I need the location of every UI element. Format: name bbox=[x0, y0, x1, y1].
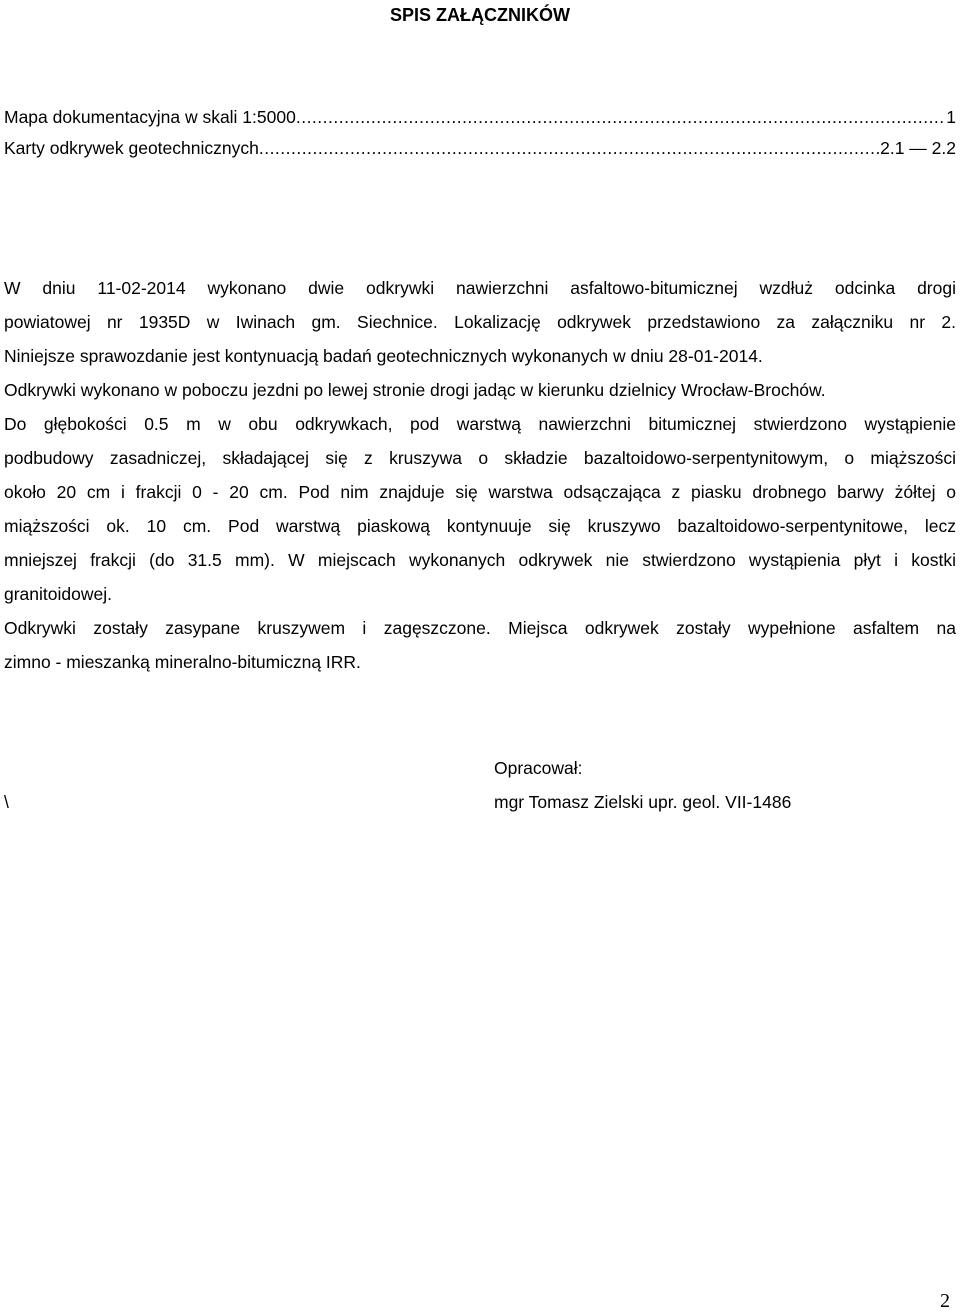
toc-entry-page: 2.1 — 2.2 bbox=[880, 138, 956, 158]
body-line: podbudowy zasadniczej, składającej się z kruszywa o składzie bazaltoidowo-serpentynitowym, o miąższości bbox=[4, 448, 956, 468]
body-line: Niniejsze sprawozdanie jest kontynuacją badań geotechnicznych wykonanych w dniu 28-01-2014. bbox=[4, 346, 763, 366]
toc-leader-dots bbox=[296, 106, 946, 128]
body-line: Do głębokości 0.5 m w obu odkrywkach, pod warstwą nawierzchni bitumicznej stwierdzono wystąpienie bbox=[4, 414, 956, 434]
body-line: W dniu 11-02-2014 wykonano dwie odkrywki nawierzchni asfaltowo-bitumicznej wzdłuż odcinka drogi bbox=[4, 278, 956, 298]
attachments-list bbox=[4, 106, 956, 168]
signature-label: Opracował: bbox=[494, 758, 583, 778]
toc-entry-label: Karty odkrywek geotechnicznych bbox=[4, 138, 259, 158]
body-line: powiatowej nr 1935D w Iwinach gm. Siechnice. Lokalizację odkrywek przedstawiono za załączniku nr 2. bbox=[4, 312, 956, 332]
body-line: około 20 cm i frakcji 0 - 20 cm. Pod nim znajduje się warstwa odsączająca z piasku drobnego barwy żółtej o bbox=[4, 482, 956, 502]
toc-entry-page: 1 bbox=[946, 107, 956, 127]
signature-name: mgr Tomasz Zielski upr. geol. VII-1486 bbox=[494, 792, 792, 812]
body-line: granitoidowej. bbox=[4, 584, 112, 604]
document-title: SPIS ZAŁĄCZNIKÓW bbox=[390, 5, 570, 25]
body-line: Odkrywki wykonano w poboczu jezdni po lewej stronie drogi jadąc w kierunku dzielnicy Wrocław-Brochów. bbox=[4, 380, 826, 400]
body-line: zimno - mieszanką mineralno-bitumiczną IRR. bbox=[4, 652, 361, 672]
toc-entry bbox=[4, 106, 956, 137]
toc-entry-label: Mapa dokumentacyjna w skali 1:5000 bbox=[4, 107, 296, 127]
body-line: Odkrywki zostały zasypane kruszywem i zagęszczone. Miejsca odkrywek zostały wypełnione asfaltem na bbox=[4, 618, 956, 638]
toc-entry bbox=[4, 137, 956, 168]
body-line: miąższości ok. 10 cm. Pod warstwą piaskową kontynuuje się kruszywo bazaltoidowo-serpentynitowe, lecz bbox=[4, 516, 956, 536]
stray-backslash: \ bbox=[4, 792, 9, 812]
toc-leader-dots bbox=[259, 137, 880, 159]
page-number: 2 bbox=[940, 1290, 950, 1312]
body-line: mniejszej frakcji (do 31.5 mm). W miejscach wykonanych odkrywek nie stwierdzono wystąpienia płyt i kostki bbox=[4, 550, 956, 570]
report-body bbox=[4, 271, 956, 679]
